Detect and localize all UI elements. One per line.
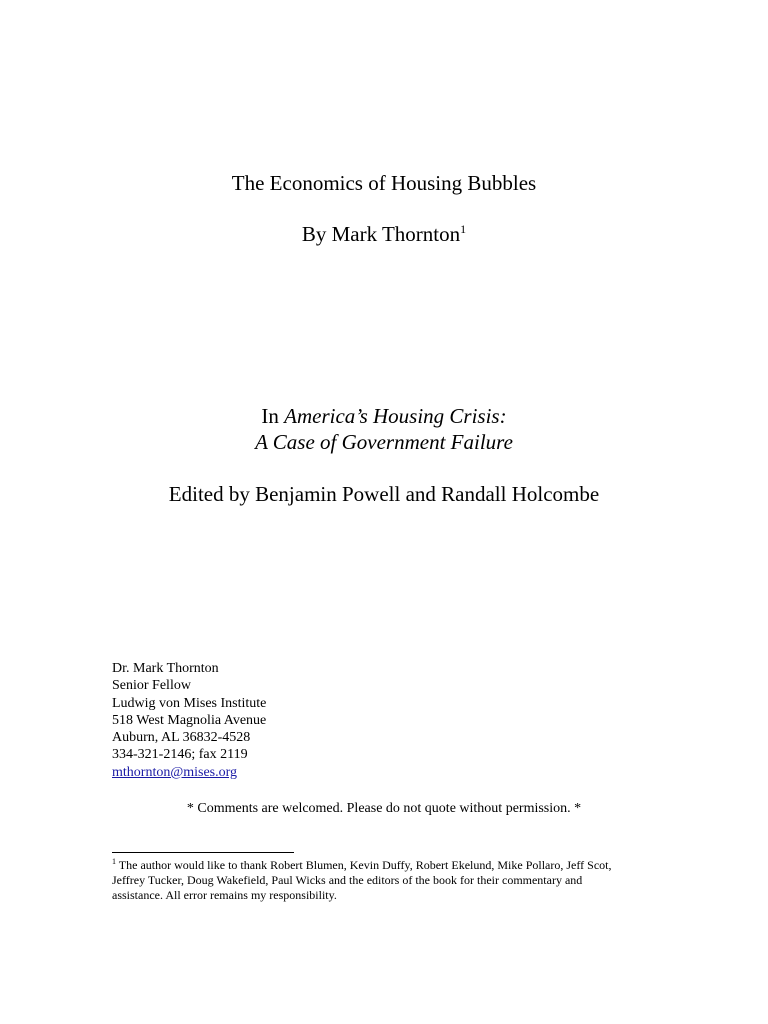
author-byline [0,221,768,247]
contact-street: 518 West Magnolia Avenue [112,712,267,728]
footnote-line-3: assistance. All error remains my responsibility. [112,888,337,902]
contact-email-link[interactable]: mthornton@mises.org [112,764,238,780]
footnote [112,858,652,903]
editors-line: Edited by Benjamin Powell and Randall Holcombe [168,482,600,506]
book-subtitle-line [0,429,768,455]
document-title: The Economics of Housing Bubbles [231,171,537,195]
contact-position: Senior Fellow [112,678,191,694]
footnote-line-1 [112,858,652,873]
contact-city: Auburn, AL 36832-4528 [112,730,251,746]
book-title-part2: A Case of Government Failure [255,430,513,454]
contact-institute: Ludwig von Mises Institute [112,695,267,711]
footnote-line-2: Jeffrey Tucker, Doug Wakefield, Paul Wicks and the editors of the book for their commentary and [112,873,583,887]
byline-text: By Mark Thornton [301,222,461,246]
book-prefix: In [261,404,285,428]
contact-block [112,660,266,781]
footnote-mark: 1 [112,857,116,866]
contact-phone: 334-321-2146; fax 2119 [112,747,248,763]
book-title-line [0,403,768,429]
footnote-reference-mark: 1 [460,222,467,236]
footnote-text-1: The author would like to thank Robert Blumen, Kevin Duffy, Robert Ekelund, Mike Pollaro, Jeff Scot, [116,858,612,872]
contact-name: Dr. Mark Thornton [112,661,219,676]
footnote-divider [112,852,294,853]
comments-note: * Comments are welcomed. Please do not quote without permission. * [186,801,582,816]
book-title-part1: America’s Housing Crisis: [284,404,507,428]
